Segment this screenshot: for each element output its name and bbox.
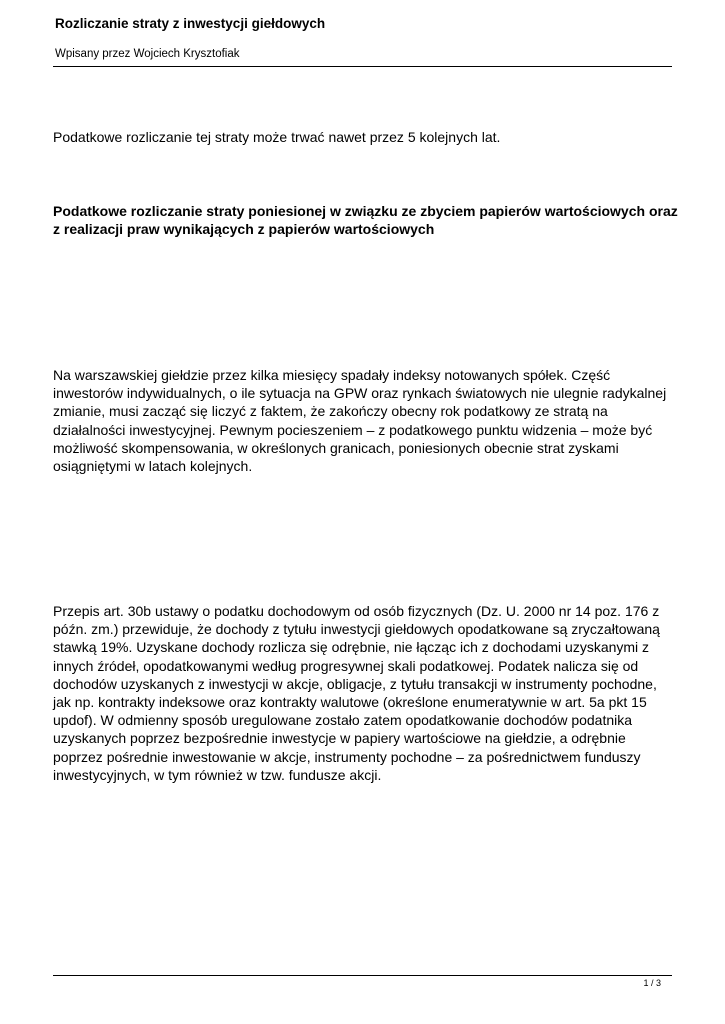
footer-divider <box>53 975 672 976</box>
author-line: Wpisany przez Wojciech Krysztofiak <box>55 48 240 60</box>
section-heading: Podatkowe rozliczanie straty poniesionej w związku ze zbyciem papierów wartościowych oraz z realizacji praw wynikających z papierów wartościowych <box>53 203 678 237</box>
page-title: Rozliczanie straty z inwestycji giełdowych <box>55 16 326 31</box>
lead-text: Podatkowe rozliczanie tej straty może trwać nawet przez 5 kolejnych lat. <box>53 129 501 145</box>
header-divider <box>53 66 672 67</box>
paragraph-1: Na warszawskiej giełdzie przez kilka miesięcy spadały indeksy notowanych spółek. Część inwestorów indywidualnych, o ile sytuacja na GPW oraz rynkach światowych nie ulegnie radykalnej zmianie, musi zacząć się liczyć z faktem, że zakończy obecny rok podatkowy ze stratą na działalności inwestycyjnej. Pewnym pocieszeniem – z podatkowego punktu widzenia – może być możliwość skompensowania, w określonych granicach, poniesionych obecnie strat zyskami osiągniętymi w latach kolejnych. <box>53 367 667 475</box>
page-number: 1 / 3 <box>643 978 661 988</box>
paragraph-2: Przepis art. 30b ustawy o podatku dochodowym od osób fizycznych (Dz. U. 2000 nr 14 poz. 176 z późn. zm.) przewiduje, że dochody z tytułu inwestycji giełdowych opodatkowane są zryczałtowaną stawką 19%. Uzyskane dochody rozlicza się odrębnie, nie łącząc ich z dochodami uzyskanymi z innych źródeł, opodatkowanymi według progresywnej skali podatkowej. Podatek nalicza się od dochodów uzyskanych z inwestycji w akcje, obligacje, z tytułu transakcji w instrumenty pochodne, jak np. kontrakty indeksowe oraz kontrakty walutowe (określone enumeratywnie w art. 5a pkt 15 updof). W odmienny sposób uregulowane zostało zatem opodatkowanie dochodów podatnika uzyskanych poprzez bezpośrednie inwestycje w papiery wartościowe na giełdzie, a odrębnie poprzez pośrednie inwestowanie w akcje, instrumenty pochodne – za pośrednictwem funduszy inwestycyjnych, w tym również w tzw. fundusze akcji. <box>53 603 660 783</box>
